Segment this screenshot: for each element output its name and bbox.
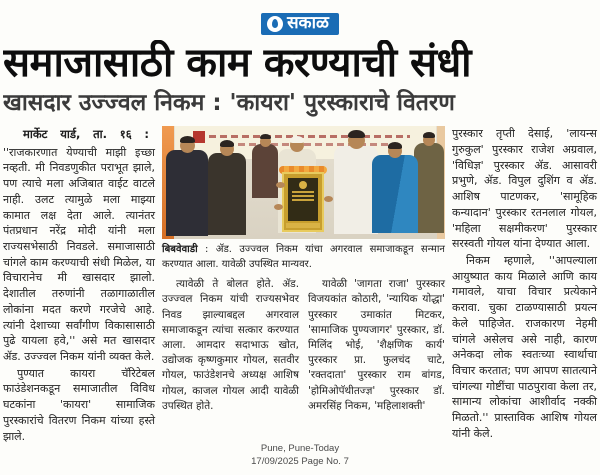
sakal-logo xyxy=(261,13,339,35)
paragraph: यावेळी 'जागता राजा' पुरस्कार विजयकांत कोठारी, 'न्यायिक योद्धा' पुरस्कार उमाकांत मिटकर, 'सामाजिक पुण्यजागर' पुरस्कार, डॉ. मिलिंद भोई, 'शैक्षणिक कार्य' पुरस्कार प्रा. फुलचंद चाटे, 'रक्तदाता' पुरस्कार राम बांगड, 'होमिओपॅथीतज्ज्ञ' पुरस्कार डॉ. अमरसिंह निकम, 'महिलाशक्ती' xyxy=(308,278,445,412)
article-body xyxy=(3,126,597,444)
column-center xyxy=(162,126,445,414)
column-center-left xyxy=(162,277,299,414)
paragraph: पुरस्कार तृप्ती देसाई, 'लायन्स गुरुकुल' पुरस्कार राजेश अग्रवाल, 'विधिज्ञ' पुरस्कार ॲड. आसावरी प्रभुणे, ॲड. विपुल दुशिंग व ॲड. आशिष पाटणकर, 'सामूहिक कन्यादान' पुरस्कार रतनलाल गोयल, 'महिला सक्षमीकरण' पुरस्कार सरस्वती गोयल यांना देण्यात आला. xyxy=(452,127,597,251)
column-left xyxy=(3,126,155,444)
footer-location: Pune, Pune-Today xyxy=(260,443,340,455)
person-figure xyxy=(166,138,208,236)
footer-date-page: 17/09/2025 Page No. 7 xyxy=(251,456,349,468)
person-figure xyxy=(252,136,278,198)
masthead xyxy=(3,0,597,36)
photo-caption-text: : ॲड. उज्ज्वल निकम यांचा अगरवाल समाजाकडून सन्मान करण्यात आला. यावेळी उपस्थित मान्यवर. xyxy=(162,244,445,270)
person-figure xyxy=(372,144,418,233)
paragraph: पुण्यात कायरा चॅरिटेबल फाउंडेशनकडून समाजातील विविध घटकांना 'कायरा' सामाजिक पुरस्कारांचे वितरण निकम यांच्या हस्ते झाले. xyxy=(3,366,155,443)
photo-caption-lead: बिबवेवाडी xyxy=(162,244,198,256)
center-subcolumns xyxy=(162,277,445,414)
paragraph: निकम म्हणाले, ''आपल्याला आयुष्यात काय मिळाले आणि काय गमावले, याचा विचार प्रत्येकाने करावा. चुका टाळण्यासाठी प्रयत्न केले पाहिजेत. राजकारण नेहमी चांगले असेलच असे नाही, कारण अनेकदा लोक स्वतःच्या स्वार्थाचा विचार करतात; पण आपण सातत्याने चांगल्या गोष्टींचा पाठपुरावा केला तर, सामान्य लोकांचा आशीर्वाद नक्की मिळतो.'' प्रास्ताविक आशिष गोयल यांनी केले. xyxy=(452,254,597,440)
person-figure xyxy=(208,142,246,235)
paragraph: त्यावेळी ते बोलत होते. ॲड. उज्ज्वल निकम यांची राज्यसभेवर निवड झाल्याबद्दल अगरवाल समाजाकडून त्यांचा सत्कार करण्यात आला. आमदार सदाभाऊ खोत, उद्योजक कृष्णकुमार गोयल, सतवीर गोयल, फाउंडेशनचे अध्यक्ष आशिष गोयल, काजल गोयल आदी यावेळी उपस्थित होते. xyxy=(162,278,299,412)
sakal-logo-icon xyxy=(267,16,283,32)
award-plaque xyxy=(282,172,324,232)
photo-caption xyxy=(162,243,445,272)
hand xyxy=(324,196,333,202)
person-figure xyxy=(414,134,444,233)
footer xyxy=(0,443,600,469)
subheadline: खासदार उज्ज्वल निकम : 'कायरा' पुरस्काराचे वितरण xyxy=(3,89,455,116)
column-center-right xyxy=(308,277,445,414)
paragraph: ''राजकारणात येण्याची माझी इच्छा नव्हती. मी निवडणुकीत पराभूत झाले, पण त्याचे मला अजिबात वाईट वाटले नाही. उलट त्यामुळे मला माझ्या कामात लक्ष देता आले. त्यानंतर पंतप्रधान नरेंद्र मोदी यांनी मला राज्यसभेसाठी निवडले. समाजासाठी चांगले काम करण्याची संधी मिळेल, या विचारानेच मी खासदार झालो. देशातील तरुणांनी तळागाळातील लोकांना मदत करणे गरजेचे आहे. त्यांनी देशाच्या सर्वांगीण विकासासाठी पुढे यायला हवे,'' असे मत खासदार ॲड. उज्ज्वल निकम यांनी व्यक्त केले. xyxy=(3,145,155,364)
sakal-logo-text: सकाळ xyxy=(287,13,329,33)
headline: समाजासाठी काम करण्याची संधी xyxy=(3,39,472,86)
dateline: मार्केट यार्ड, ता. १६ : xyxy=(23,127,149,142)
award-ceremony-photo xyxy=(162,126,445,239)
column-right xyxy=(452,126,597,441)
